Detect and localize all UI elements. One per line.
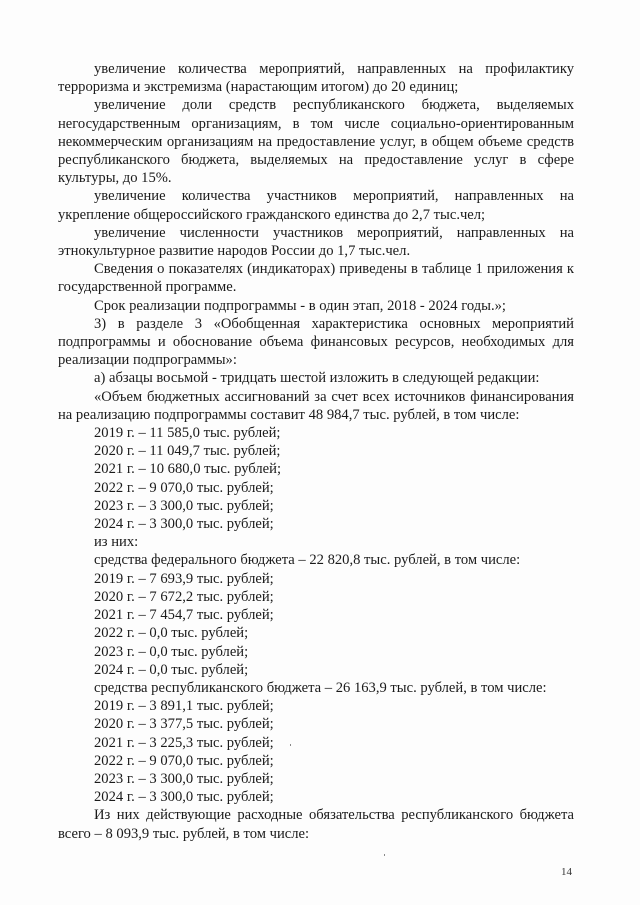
paragraph: увеличение количества участников мероприятий, направленных на укрепление общероссийского гражданского единства до 2,7 тыс.чел; [58, 188, 574, 223]
federal-year-line: 2024 г. – 0,0 тыс. рублей; [94, 661, 249, 678]
republic-year-line: 2024 г. – 3 300,0 тыс. рублей; [94, 789, 274, 806]
of-which-label: из них: [94, 534, 139, 551]
paragraph: увеличение количества мероприятий, направленных на профилактику терроризма и экстремизма (нарастающим итогом) до 20 единиц; [58, 61, 574, 96]
page-number: 14 [561, 866, 572, 878]
paragraph: «Объем бюджетных ассигнований за счет всех источников финансирования на реализацию подпрограммы составит 48 984,7 тыс. рублей, в том числе: [58, 388, 574, 423]
total-year-line: 2024 г. – 3 300,0 тыс. рублей; [94, 516, 274, 533]
total-year-line: 2022 г. – 9 070,0 тыс. рублей; [94, 479, 274, 496]
paragraph: увеличение доли средств республиканского бюджета, выделяемых негосударственным организациям, в том числе социально-ориентированным некоммерческим организациям на предоставление услуг, в общем объеме средств республиканского бюджета, выделяемых на предоставление услуг в сфере культуры, до 15%. [58, 97, 574, 187]
republic-year-line: 2020 г. – 3 377,5 тыс. рублей; [94, 716, 274, 733]
paragraph: 3) в разделе 3 «Обобщенная характеристика основных мероприятий подпрограммы и обоснование объема финансовых ресурсов, необходимых для реализации подпрограммы»: [58, 315, 574, 369]
paragraph: Срок реализации подпрограммы - в один этап, 2018 - 2024 годы.»; [94, 297, 506, 314]
republic-year-line: 2019 г. – 3 891,1 тыс. рублей; [94, 698, 274, 715]
document-body [58, 60, 574, 843]
federal-year-line: 2022 г. – 0,0 тыс. рублей; [94, 625, 249, 642]
republic-year-line: 2021 г. – 3 225,3 тыс. рублей; [94, 734, 274, 751]
federal-year-line: 2021 г. – 7 454,7 тыс. рублей; [94, 607, 274, 624]
republic-budget-heading: средства республиканского бюджета – 26 163,9 тыс. рублей, в том числе: [94, 679, 547, 696]
federal-year-line: 2020 г. – 7 672,2 тыс. рублей; [94, 588, 274, 605]
paragraph: а) абзацы восьмой - тридцать шестой изложить в следующей редакции: [94, 370, 540, 387]
federal-year-line: 2019 г. – 7 693,9 тыс. рублей; [94, 570, 274, 587]
federal-year-line: 2023 г. – 0,0 тыс. рублей; [94, 643, 249, 660]
total-year-line: 2020 г. – 11 049,7 тыс. рублей; [94, 443, 281, 460]
republic-year-line: 2022 г. – 9 070,0 тыс. рублей; [94, 752, 274, 769]
paragraph: увеличение численности участников мероприятий, направленных на этнокультурное развитие народов России до 1,7 тыс.чел. [58, 224, 574, 260]
total-year-line: 2023 г. – 3 300,0 тыс. рублей; [94, 497, 274, 514]
paragraph: Сведения о показателях (индикаторах) приведены в таблице 1 приложения к государственной программе. [58, 261, 574, 296]
total-year-line: 2021 г. – 10 680,0 тыс. рублей; [94, 461, 281, 478]
federal-budget-heading: средства федерального бюджета – 22 820,8 тыс. рублей, в том числе: [94, 552, 521, 569]
total-year-line: 2019 г. – 11 585,0 тыс. рублей; [94, 425, 281, 442]
republic-year-line: 2023 г. – 3 300,0 тыс. рублей; [94, 770, 274, 787]
closing-paragraph: Из них действующие расходные обязательства республиканского бюджета всего – 8 093,9 тыс. рублей, в том числе: [58, 807, 574, 842]
scan-speck [384, 854, 385, 856]
scan-speck [290, 744, 291, 746]
